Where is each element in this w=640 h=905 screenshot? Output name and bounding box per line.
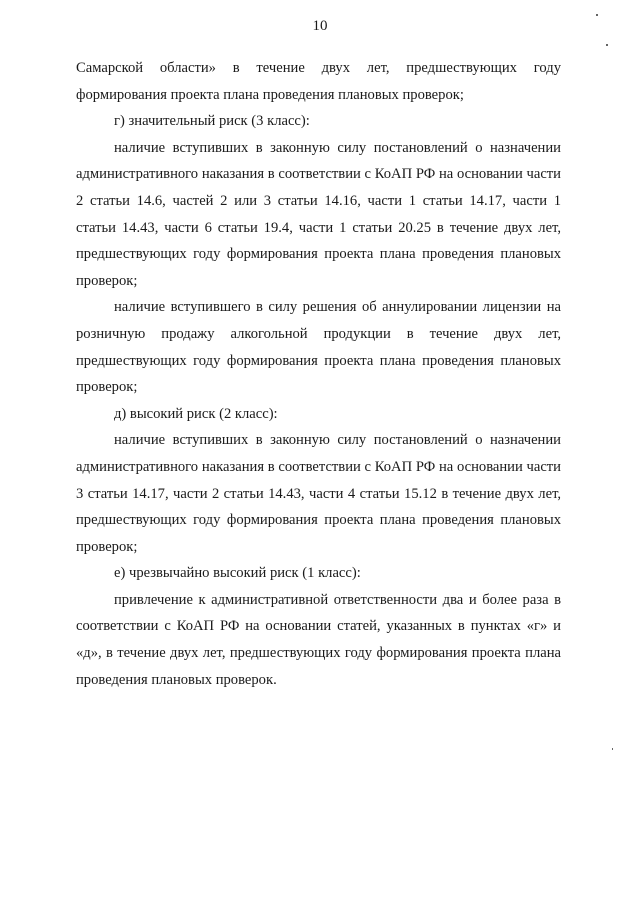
risk-class-3-criterion-2: наличие вступившего в силу решения об аннулировании лицензии на розничную продажу алкогольной продукции в течение двух лет, предшествующих году формирования проекта плана проведения плановых проверок;	[76, 299, 561, 396]
scan-speck	[596, 14, 598, 16]
paragraph-continuation: Самарской области» в течение двух лет, предшествующих году формирования проекта плана проведения плановых проверок;	[76, 60, 561, 103]
risk-class-3-heading: г) значительный риск (3 класс):	[114, 113, 310, 130]
page-number: 10	[312, 18, 328, 34]
risk-class-2-heading: д) высокий риск (2 класс):	[114, 405, 278, 422]
scan-speck	[606, 44, 608, 46]
scan-speck	[612, 748, 613, 750]
risk-class-1-criterion: привлечение к административной ответственности два и более раза в соответствии с КоАП РФ на основании статей, указанных в пунктах «г» и «д», в течение двух лет, предшествующих году формирования проекта плана проведения плановых проверок.	[76, 591, 561, 688]
risk-class-1-heading: е) чрезвычайно высокий риск (1 класс):	[114, 565, 361, 582]
risk-class-2-criterion: наличие вступивших в законную силу постановлений о назначении административного наказания в соответствии с КоАП РФ на основании части 3 статьи 14.17, части 2 статьи 14.43, части 4 статьи 15.12 в течение двух лет, предшествующих году формирования проекта плана проведения плановых проверок;	[76, 432, 561, 555]
risk-class-3-criterion-1: наличие вступивших в законную силу постановлений о назначении административного наказания в соответствии с КоАП РФ на основании части 2 статьи 14.6, частей 2 или 3 статьи 14.16, части 1 статьи 14.17, части 1 статьи 14.43, части 6 статьи 19.4, части 1 статьи 20.25 в течение двух лет, предшествующих году формирования проекта плана проведения плановых проверок;	[76, 139, 561, 289]
document-body	[76, 55, 561, 693]
